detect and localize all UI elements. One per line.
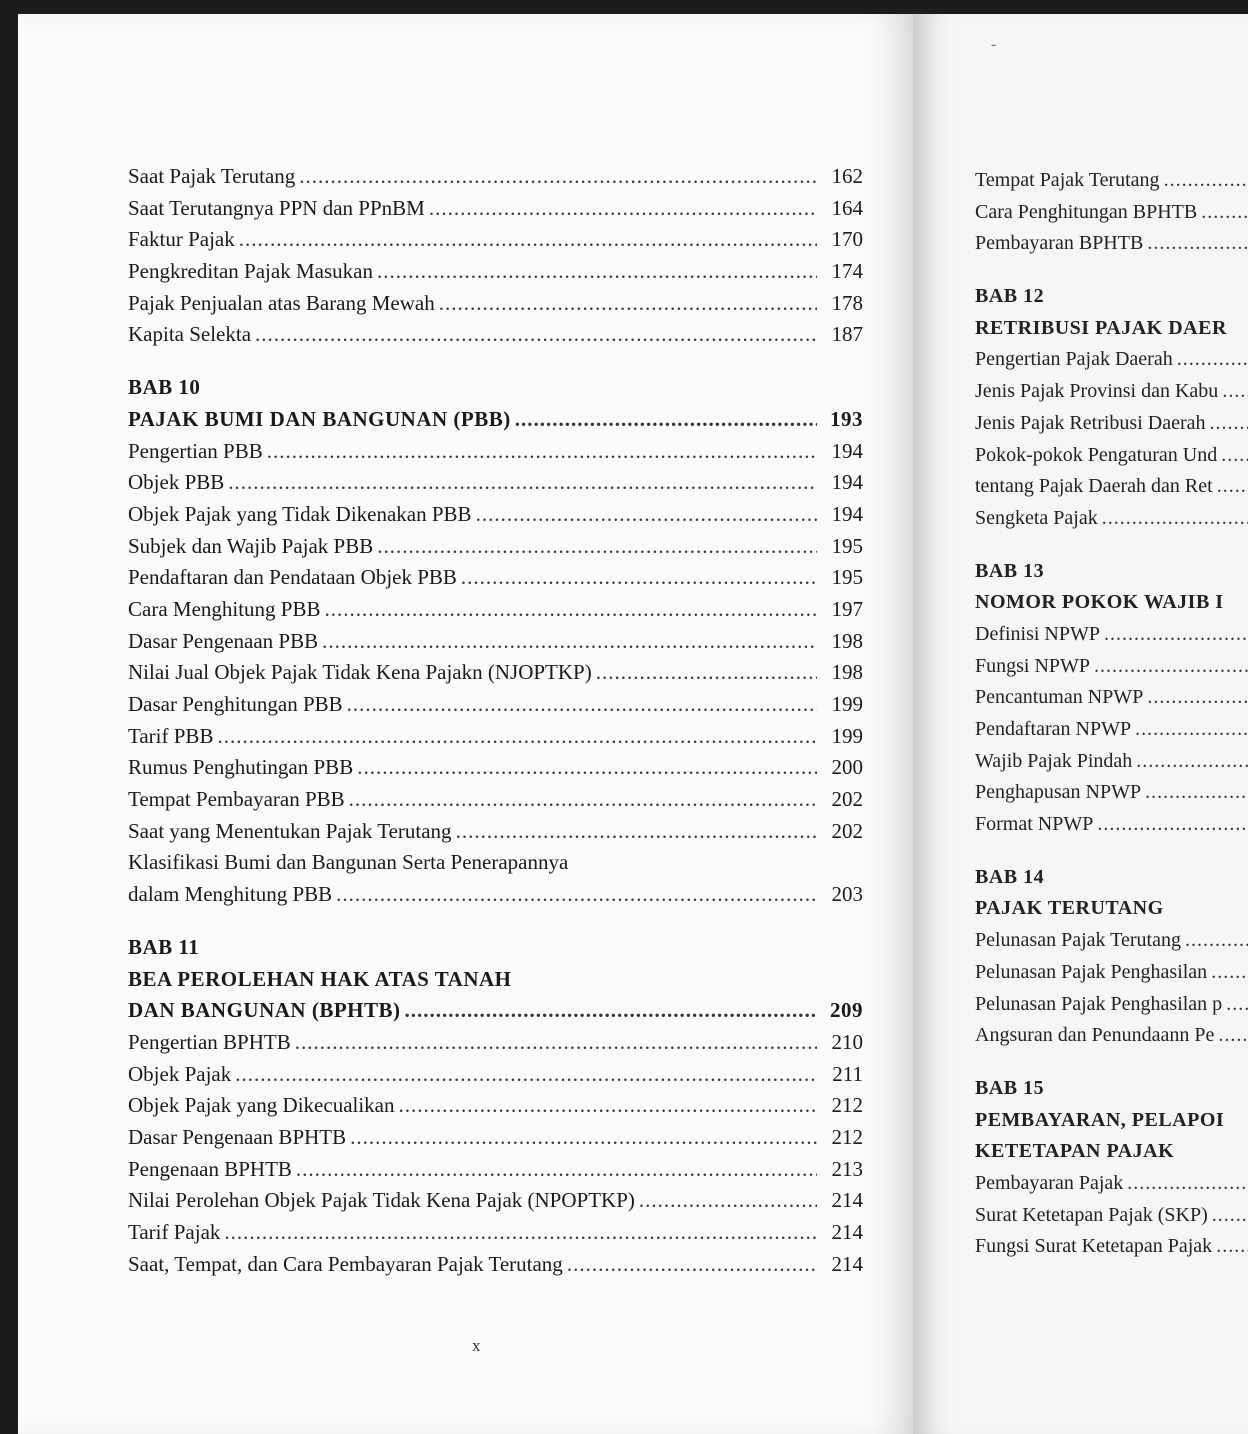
page-ref: 174	[831, 259, 863, 284]
page-ref: 214	[831, 1220, 863, 1244]
dot-leader	[295, 1030, 817, 1055]
toc-entry-label: Saat, Tempat, dan Cara Pembayaran Pajak Terutang	[128, 1251, 563, 1276]
dot-leader	[322, 629, 817, 654]
chapter-heading	[975, 1077, 1248, 1109]
chapter-heading	[975, 560, 1248, 592]
toc-entry	[128, 439, 863, 471]
toc-entry-label: Pembayaran Pajak	[975, 1171, 1124, 1194]
toc-entry	[128, 787, 863, 819]
toc-entry	[975, 201, 1248, 233]
toc-entry-label: Kapita Selekta	[128, 322, 252, 347]
page-ref: 195	[831, 533, 863, 558]
toc-entry-label: dalam Menghitung PBB	[128, 882, 333, 907]
dot-leader	[296, 1157, 817, 1182]
toc-entry	[128, 692, 863, 724]
chapter-heading	[128, 375, 863, 407]
page-ref: 202	[831, 787, 863, 812]
toc-entry	[128, 819, 863, 851]
toc-entry	[128, 534, 863, 566]
chapter-heading	[975, 1109, 1248, 1141]
dot-leader	[456, 819, 817, 844]
toc-entry	[975, 232, 1248, 264]
toc-entry-label: Pokok-pokok Pengaturan Und	[975, 443, 1218, 466]
chapter-heading-label: PEMBAYARAN, PELAPOI	[975, 1108, 1225, 1131]
toc-entry-label: Pengertian Pajak Daerah	[975, 348, 1173, 371]
toc-entry-label: Tarif Pajak	[128, 1220, 221, 1244]
toc-entry-label: Jenis Pajak Retribusi Daerah	[975, 411, 1206, 434]
toc-entry	[128, 850, 863, 882]
dot-leader	[1145, 781, 1248, 804]
toc-entry-label: Objek PBB	[128, 470, 225, 495]
toc-entry	[128, 629, 863, 661]
toc-entry-label: Cara Penghitungan BPHTB	[975, 200, 1198, 223]
dot-leader	[1222, 380, 1248, 403]
toc-entry-label: Definisi NPWP	[975, 622, 1100, 645]
toc-entry	[128, 227, 863, 259]
toc-entry	[975, 781, 1248, 813]
page-ref: 164	[831, 195, 863, 220]
toc-entry	[975, 1172, 1248, 1204]
page-ref: 194	[831, 501, 863, 526]
toc-entry-label: Objek Pajak yang Tidak Dikenakan PBB	[128, 501, 472, 526]
page-ref: 212	[831, 1124, 863, 1149]
toc-entry-label: Pajak Penjualan atas Barang Mewah	[128, 290, 435, 315]
dot-leader	[1212, 1204, 1248, 1227]
page-ref: 193	[830, 406, 863, 431]
dot-leader	[377, 259, 817, 284]
chapter-heading	[128, 935, 863, 967]
page-ref: 200	[831, 755, 863, 780]
chapter-heading	[128, 998, 863, 1030]
toc-entry	[128, 882, 863, 914]
toc-entry	[975, 686, 1248, 718]
toc-entry	[975, 169, 1248, 201]
toc-entry-label: Pelunasan Pajak Penghasilan p	[975, 992, 1223, 1015]
toc-entry	[975, 475, 1248, 507]
chapter-heading	[975, 317, 1248, 349]
section-gap	[128, 914, 863, 935]
chapter-heading	[975, 591, 1248, 623]
dot-leader	[429, 196, 817, 221]
toc-entry	[975, 961, 1248, 993]
dot-leader	[1136, 750, 1248, 773]
page-ref: 214	[831, 1188, 863, 1213]
page-ref: 194	[831, 470, 863, 495]
toc-entry-label: Tarif PBB	[128, 723, 214, 748]
toc-entry	[975, 412, 1248, 444]
section-gap	[975, 845, 1248, 866]
page-ref: 203	[831, 882, 863, 907]
toc-entry	[975, 993, 1248, 1025]
toc-entry	[975, 718, 1248, 750]
section-gap	[975, 1056, 1248, 1077]
page-ref: 198	[831, 628, 863, 653]
toc-entry-label: Angsuran dan Penundaann Pe	[975, 1024, 1215, 1047]
chapter-heading-label: BAB 12	[975, 285, 1045, 308]
page-ref: 212	[831, 1093, 863, 1118]
toc-entry	[975, 750, 1248, 782]
toc-entry-label: Jenis Pajak Provinsi dan Kabu	[975, 380, 1219, 403]
dot-leader	[1127, 1172, 1248, 1195]
toc-entry-label: Pengertian PBB	[128, 438, 263, 463]
dot-leader	[377, 534, 817, 559]
toc-entry	[128, 1125, 863, 1157]
toc-entry-label: Pengertian BPHTB	[128, 1029, 291, 1054]
page-ref: 170	[831, 227, 863, 252]
toc-entry	[128, 1062, 863, 1094]
chapter-heading-label: BAB 14	[975, 865, 1045, 888]
section-gap	[128, 354, 863, 375]
toc-entry	[128, 1188, 863, 1220]
toc-entry	[128, 755, 863, 787]
toc-entry	[128, 1252, 863, 1284]
page-ref: 210	[831, 1029, 863, 1054]
section-gap	[975, 264, 1248, 285]
toc-entry-label: Objek Pajak yang Dikecualikan	[128, 1093, 395, 1118]
table-of-contents-left	[128, 164, 863, 1283]
toc-entry	[128, 1030, 863, 1062]
dot-leader	[255, 322, 817, 347]
toc-entry-label: Pelunasan Pajak Terutang	[975, 929, 1181, 952]
toc-entry	[975, 623, 1248, 655]
chapter-heading-label: BAB 13	[975, 559, 1045, 582]
dot-leader	[596, 660, 817, 685]
toc-entry-label: Nilai Perolehan Objek Pajak Tidak Kena Pajak (NPOPTKP)	[128, 1188, 635, 1213]
toc-entry-label: Fungsi NPWP	[975, 654, 1091, 677]
dot-leader	[299, 164, 817, 189]
dot-leader	[1102, 507, 1248, 530]
toc-entry	[128, 502, 863, 534]
dot-leader	[1226, 993, 1248, 1016]
toc-entry	[128, 1157, 863, 1189]
toc-entry-label: Dasar Pengenaan PBB	[128, 628, 319, 653]
toc-entry-label: Tempat Pembayaran PBB	[128, 787, 345, 812]
left-page	[18, 14, 913, 1434]
dot-leader	[1217, 475, 1248, 498]
toc-entry	[975, 444, 1248, 476]
page-ref: 198	[831, 660, 863, 685]
page-ref: 202	[831, 818, 863, 843]
dot-leader	[1201, 201, 1248, 224]
dot-leader	[239, 227, 817, 252]
dot-leader	[1185, 929, 1248, 952]
toc-entry-label: Fungsi Surat Ketetapan Pajak	[975, 1235, 1213, 1258]
toc-entry-label: Sengketa Pajak	[975, 506, 1098, 529]
dot-leader	[235, 1062, 817, 1087]
toc-entry	[128, 597, 863, 629]
toc-entry-label: Pembayaran BPHTB	[975, 232, 1144, 255]
page-ref: 194	[831, 438, 863, 463]
dot-leader	[1094, 655, 1248, 678]
toc-entry-label: Pengkreditan Pajak Masukan	[128, 259, 373, 284]
dot-leader	[639, 1188, 817, 1213]
dot-leader	[1097, 813, 1248, 836]
toc-entry-label: Saat Pajak Terutang	[128, 164, 296, 188]
chapter-heading-label: KETETAPAN PAJAK	[975, 1140, 1175, 1163]
page-ref: 213	[831, 1156, 863, 1181]
page-ref: 211	[832, 1061, 863, 1086]
toc-entry-label: Pelunasan Pajak Penghasilan	[975, 960, 1208, 983]
toc-entry	[128, 259, 863, 291]
toc-entry	[975, 1024, 1248, 1056]
dot-leader	[224, 1220, 817, 1245]
page-ref: 195	[831, 565, 863, 590]
toc-entry	[975, 1235, 1248, 1267]
toc-entry	[975, 655, 1248, 687]
page-ref: 162	[831, 164, 863, 188]
dot-leader	[1147, 686, 1248, 709]
dot-leader	[325, 597, 818, 622]
toc-entry-label: Dasar Pengenaan BPHTB	[128, 1124, 347, 1149]
chapter-heading	[128, 407, 863, 439]
dot-leader	[567, 1252, 817, 1277]
chapter-heading-label: NOMOR POKOK WAJIB I	[975, 591, 1224, 614]
toc-entry-label: Rumus Penghutingan PBB	[128, 755, 354, 780]
toc-entry	[128, 724, 863, 756]
dot-leader	[399, 1093, 818, 1118]
toc-entry	[128, 164, 863, 196]
page-ref: 199	[831, 692, 863, 716]
toc-entry-label: Saat Terutangnya PPN dan PPnBM	[128, 195, 425, 220]
dot-leader	[1135, 718, 1248, 741]
toc-entry	[128, 470, 863, 502]
toc-entry-label: Cara Menghitung PBB	[128, 596, 321, 621]
right-page	[913, 14, 1248, 1434]
dot-leader	[1211, 961, 1248, 984]
toc-entry	[975, 1204, 1248, 1236]
dot-leader	[267, 439, 817, 464]
toc-entry	[975, 380, 1248, 412]
page-ref: 209	[830, 998, 863, 1023]
dot-leader	[1218, 1024, 1248, 1047]
toc-entry-label: Penghapusan NPWP	[975, 781, 1142, 804]
chapter-heading	[975, 1140, 1248, 1172]
chapter-heading-label: BAB 10	[128, 375, 201, 400]
dot-leader	[1104, 623, 1248, 646]
dot-leader	[350, 1125, 817, 1150]
toc-entry-label: Objek Pajak	[128, 1061, 232, 1086]
chapter-heading	[975, 285, 1248, 317]
chapter-heading-label: BEA PEROLEHAN HAK ATAS TANAH	[128, 966, 512, 991]
toc-entry-label: Dasar Penghitungan PBB	[128, 692, 343, 716]
chapter-heading-label: BAB 11	[128, 934, 200, 959]
table-of-contents-right	[975, 169, 1248, 1267]
dot-leader	[1177, 348, 1248, 371]
toc-entry	[975, 813, 1248, 845]
dot-leader	[439, 291, 817, 316]
toc-entry-label: tentang Pajak Daerah dan Ret	[975, 475, 1213, 498]
toc-entry-label: Faktur Pajak	[128, 227, 235, 252]
toc-entry-label: Wajib Pajak Pindah	[975, 749, 1133, 772]
page-ref: 187	[831, 322, 863, 347]
toc-entry-label: Surat Ketetapan Pajak (SKP)	[975, 1203, 1208, 1226]
chapter-heading-label: PAJAK TERUTANG	[975, 897, 1164, 920]
page-ref: 178	[831, 290, 863, 315]
toc-entry-label: Pengenaan BPHTB	[128, 1156, 292, 1181]
page-mark: -	[991, 36, 997, 53]
dot-leader	[405, 998, 818, 1023]
toc-entry	[128, 291, 863, 323]
toc-entry-label: Klasifikasi Bumi dan Bangunan Serta Penerapannya	[128, 850, 569, 875]
chapter-heading	[128, 967, 863, 999]
toc-entry-label: Saat yang Menentukan Pajak Terutang	[128, 818, 452, 843]
dot-leader	[217, 724, 817, 749]
dot-leader	[476, 502, 817, 527]
dot-leader	[515, 407, 817, 432]
toc-entry-label: Format NPWP	[975, 813, 1094, 836]
dot-leader	[1147, 232, 1248, 255]
toc-entry	[128, 322, 863, 354]
toc-entry-label: Subjek dan Wajib Pajak PBB	[128, 533, 374, 558]
chapter-heading-label: BAB 15	[975, 1076, 1045, 1099]
toc-entry-label: Nilai Jual Objek Pajak Tidak Kena Pajakn (NJOPTKP)	[128, 660, 592, 685]
toc-entry	[128, 196, 863, 228]
dot-leader	[1210, 412, 1248, 435]
dot-leader	[1164, 169, 1248, 192]
chapter-heading-label: DAN BANGUNAN (BPHTB)	[128, 998, 401, 1023]
page-ref: 199	[831, 723, 863, 748]
toc-entry	[128, 565, 863, 597]
toc-entry	[128, 1093, 863, 1125]
toc-entry	[128, 1220, 863, 1252]
chapter-heading	[975, 897, 1248, 929]
dot-leader	[1221, 444, 1248, 467]
dot-leader	[349, 787, 817, 812]
toc-entry-label: Pendaftaran dan Pendataan Objek PBB	[128, 565, 457, 590]
toc-entry-label: Pencantuman NPWP	[975, 686, 1144, 709]
dot-leader	[347, 692, 817, 717]
dot-leader	[1216, 1235, 1248, 1258]
chapter-heading	[975, 866, 1248, 898]
toc-entry	[128, 660, 863, 692]
page-ref: 197	[831, 596, 863, 621]
toc-entry	[975, 507, 1248, 539]
dot-leader	[228, 470, 817, 495]
dot-leader	[357, 755, 817, 780]
page-ref: 214	[831, 1251, 863, 1276]
dot-leader	[336, 882, 817, 907]
page-number: x	[472, 1336, 481, 1355]
chapter-heading-label: PAJAK BUMI DAN BANGUNAN (PBB)	[128, 406, 511, 431]
toc-entry-label: Tempat Pajak Terutang	[975, 169, 1160, 191]
toc-entry	[975, 929, 1248, 961]
toc-entry-label: Pendaftaran NPWP	[975, 718, 1132, 740]
dot-leader	[461, 565, 817, 590]
toc-entry	[975, 348, 1248, 380]
section-gap	[975, 539, 1248, 560]
chapter-heading-label: RETRIBUSI PAJAK DAER	[975, 316, 1227, 339]
